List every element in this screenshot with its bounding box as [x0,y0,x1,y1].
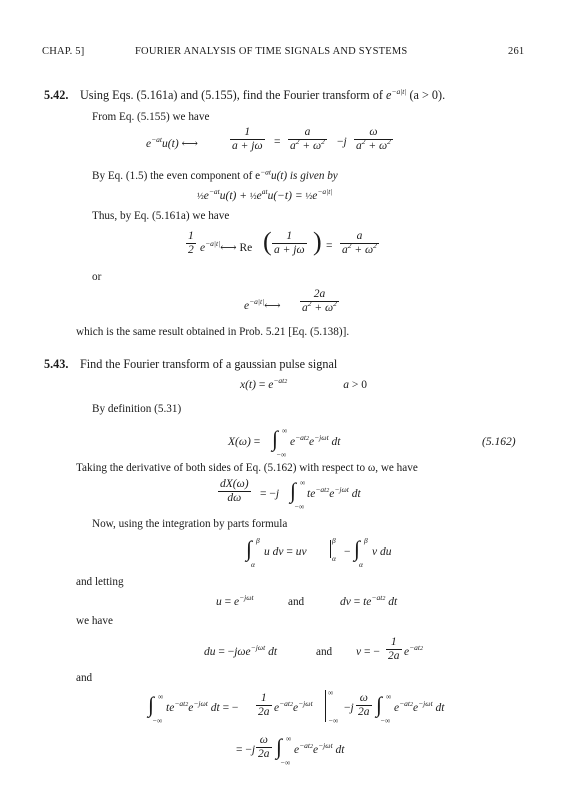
problem-number-5-43: 5.43. [44,357,69,371]
from-eq-text: From Eq. (5.155) we have [92,111,210,123]
page-number: 261 [508,46,525,57]
derivative-text: Taking the derivative of both sides of Eq. (5.162) with respect to ω, we have [76,462,418,474]
chapter-label: CHAP. 5] [42,46,85,57]
equation-even-component: $\frac{1}{2}e^{-at}u(t)$ + $\frac{1}{2}e^{at}u(-t)$ = $\frac{1}{2}e^{-a|t|}$ [197,187,333,202]
equation-tag: (5.162) [482,436,516,448]
and-text: and [76,672,93,684]
running-title: FOURIER ANALYSIS OF TIME SIGNALS AND SYSTEMS [135,46,408,57]
we-have-text: we have [76,615,113,627]
even-component-text: By Eq. (1.5) the even component of $e^{-at}u(t)$ is given by [92,167,338,182]
or-text: or [92,271,102,283]
result-text: which is the same result obtained in Prob. 5.21 [Eq. (5.138)]. [76,326,350,338]
by-definition-text: By definition (5.31) [92,403,182,415]
problem-statement-5-43: Find the Fourier transform of a gaussian pulse signal [80,357,338,371]
equation-gaussian-signal: $x(t) = e^{-at2}$ a > 0 [240,376,367,391]
problem-statement-5-42: Using Eqs. (5.161a) and (5.155), find the Fourier transform of $e^{-a|t|}$ (a > 0). [80,86,446,102]
problem-number-5-42: 5.42. [44,88,69,102]
thus-text: Thus, by Eq. (5.161a) we have [92,210,230,222]
integration-by-parts-text: Now, using the integration by parts formula [92,518,288,530]
and-letting-text: and letting [76,576,124,588]
